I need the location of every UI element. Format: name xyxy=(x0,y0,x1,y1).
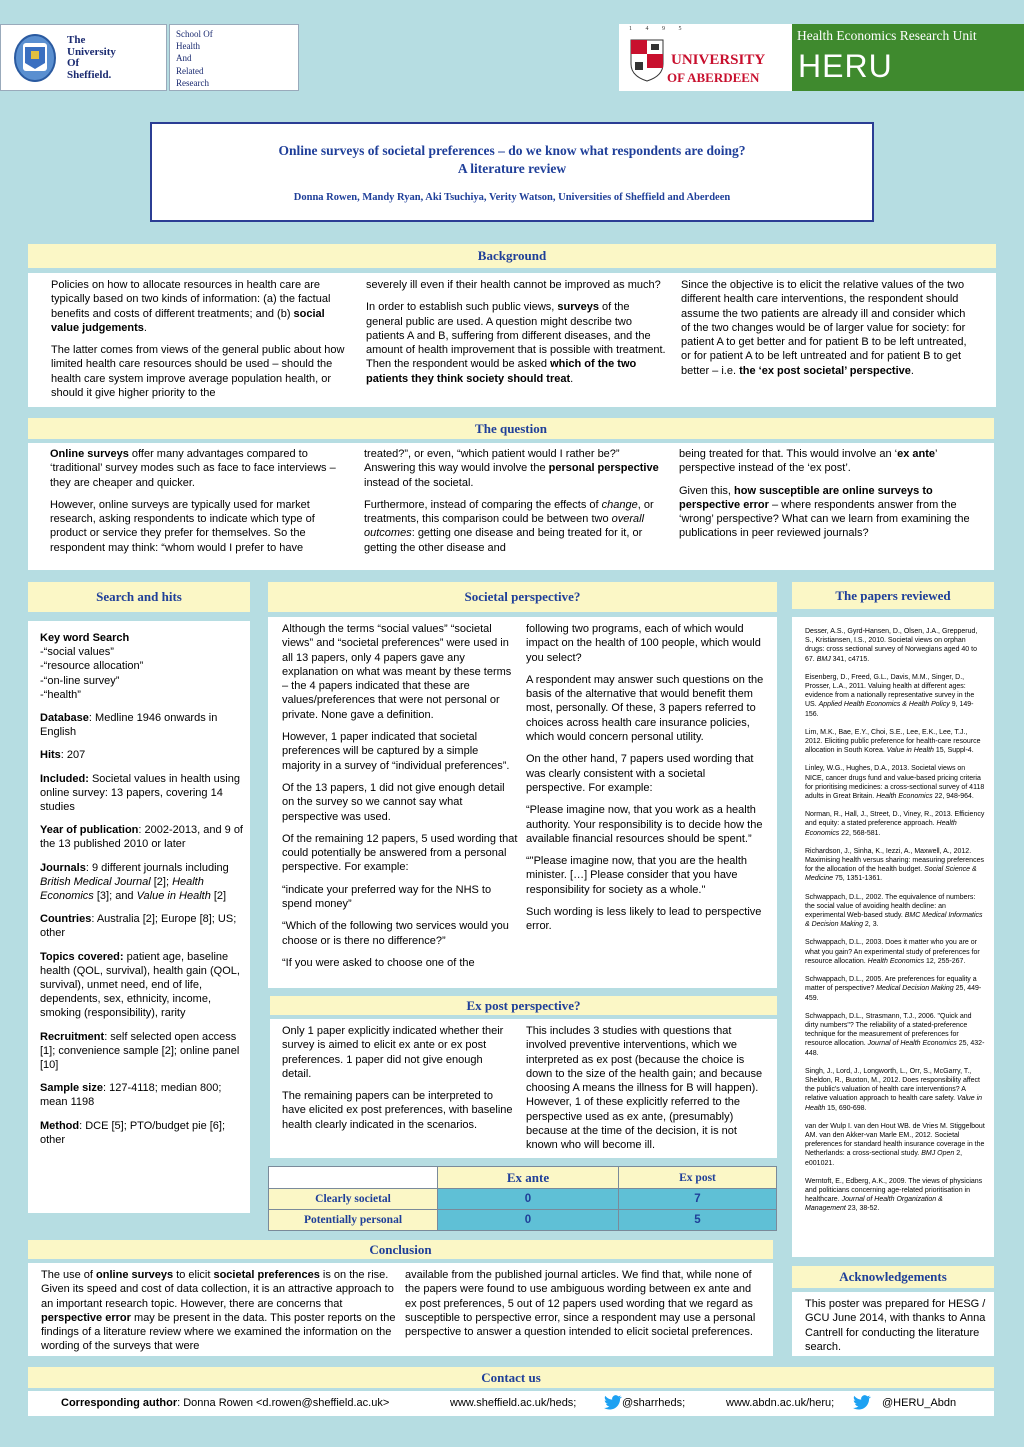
sheffield-text: The xyxy=(67,34,86,46)
reference-item: Richardson, J., Sinha, K., Iezzi, A., Maxwell, A., 2012. Maximising health versus sharing: measuring preferences for the allocation of the health budget. Social Science & Medicine 75, 1351-1361. xyxy=(805,847,984,883)
title-box xyxy=(150,122,874,222)
contact-line xyxy=(61,1397,389,1409)
sheffield-text: Sheffield. xyxy=(67,68,112,81)
background-col2: severely ill even if their health cannot be improved as much? In order to establish such public views, surveys of the general public are used. A question might describe two patients A and B, suffering from different diseases, and the amount of health improvement that is possible with treatment. Then the respondent would be asked which of the two patients they think society should treat. xyxy=(366,279,666,385)
table-header: Ex post xyxy=(619,1167,777,1189)
school-text: And xyxy=(176,53,192,64)
row-label: Clearly societal xyxy=(269,1189,438,1210)
papers-list xyxy=(805,627,985,1223)
reference-item: Lim, M.K., Bae, E.Y., Choi, S.E., Lee, E.K., Lee, T.J., 2012. Eliciting public preference for health-care resource allocation in South Korea. Value in Health 15, Suppl-4. xyxy=(805,728,981,755)
question-col3: being treated for that. This would involve an ‘ex ante’ perspective instead of the ‘ex post’. Given this, how susceptible are online surveys to perspective error – where respondents answer from the ‘wrong’ perspective? What can we learn from examining the publications in peer reviewed journals? xyxy=(679,448,970,540)
societal-col1: Although the terms “social values” “societal views” and “societal preferences” were used in all 13 papers, only 4 papers gave any explanation on what was meant by these terms – the 4 papers indicated that these are values/preferences that were not personal or private. None gave a definition. However, 1 paper indicated that societal preferences will be captured by a simple majority in a survey of “individual preferences”. Of the 13 papers, 1 did not give enough detail on the survey so we cannot say what perspective was used. Of the remaining 12 papers, 5 used wording that could potentially be answered from a personal perspective. For example: “indicate your preferred way for the NHS to spend money” “Which of the following two services would you choose or is there no difference?” “If you were asked to choose one of the xyxy=(282,623,518,969)
contact-web2[interactable]: www.abdn.ac.uk/heru; xyxy=(726,1397,835,1409)
reference-item: Linley, W.G., Hughes, D.A., 2013. Societal views on NICE, cancer drugs fund and value-based pricing criteria for prioritising medicines: a cross-sectional survey of 4118 adults in Great Britain. Health Economics 22, 948-964. xyxy=(805,765,985,801)
sheffield-crest-icon xyxy=(13,33,57,83)
contact-web1[interactable]: www.sheffield.ac.uk/heds; xyxy=(450,1397,577,1409)
contact-twitter2[interactable]: @HERU_Abdn xyxy=(882,1397,957,1409)
table-corner xyxy=(269,1167,438,1189)
authors: Donna Rowen, Mandy Ryan, Aki Tsuchiya, Verity Watson, Universities of Sheffield and Aberdeen xyxy=(293,192,731,203)
keyword-item: -“social values” xyxy=(40,646,114,659)
twitter-bird-icon xyxy=(604,1395,622,1410)
expost-col1: Only 1 paper explicitly indicated whether their survey is aimed to elicit ex ante or ex post preferences. 1 paper did not give enough detail. The remaining papers can be interpreted to have elicited ex post preferences, with baseline health clearly indicated in the scenarios. xyxy=(282,1025,513,1131)
question-col2: treated?”, or even, “which patient would I rather be?” Answering this way would involve the personal perspective instead of the societal. Furthermore, instead of comparing the effects of change, or treatments, this comparison could be between two overall outcomes: getting one disease and being treated for it, or getting the other disease and xyxy=(364,448,659,554)
cell-value: 0 xyxy=(438,1210,619,1231)
expost-col2: This includes 3 studies with questions that involved preventive interventions, which we interpreted as ex post (because the choice is down to the size of the health gain; and because choosing A means the illness for B will happen). However, 1 of these explicitly referred to the perspective used as ex ante, (presumably) because at the time of the decision, it is not known who will become ill. xyxy=(526,1025,763,1152)
societal-col2: following two programs, each of which would impact on the health of 100 people, which would you select? A respondent may answer such questions on the basis of the alternative that would benefit them most, personally. Of these, 3 papers referred to choices across health care insurance policies, which would concern personal utility. On the other hand, 7 papers used wording that was clearly consistent with a societal perspective. For example: “Please imagine now, that you work as a health authority. Your responsibility is to decide how the available financial resources should be spent.” “"Please imagine now, that you are the health minister. […] Please consider that you have responsibility for society as a whole." Such wording is less likely to lead to perspective error. xyxy=(526,623,764,933)
heru-title: Health Economics Research Unit xyxy=(797,28,977,43)
table-row xyxy=(269,1210,777,1231)
aberdeen-text: OF ABERDEEN xyxy=(667,70,760,85)
sheffield-logo-box xyxy=(0,24,167,91)
heru-logo: HERU xyxy=(798,48,893,84)
results-table xyxy=(268,1166,777,1231)
cell-value: 0 xyxy=(438,1189,619,1210)
school-text: Health xyxy=(176,41,200,52)
reference-item: Singh, J., Lord, J., Longworth, L., Orr, S., McGarry, T., Sheldon, R., Buxton, M., 2012. Does responsibility affect the public's valuation of health care interventions? A relative valuation approach to health care safety. Value in Health 15, 690-698. xyxy=(805,1067,983,1112)
reference-item: Schwappach, D.L., 2002. The equivalence of numbers: the social value of avoiding health decline: an experimental Web-based study. BMC Medical Informatics & Decision Making 2, 3. xyxy=(805,893,983,929)
aberdeen-crest-icon xyxy=(629,38,665,82)
aberdeen-logo-box xyxy=(619,24,792,91)
reference-item: Norman, R., Hall, J., Street, D., Viney, R., 2013. Efficiency and equity: a stated preference approach. Health Economics 22, 568-581. xyxy=(805,811,985,837)
row-label: Potentially personal xyxy=(269,1210,438,1231)
background-col3: Since the objective is to elicit the relative values of the two different health care interventions, the respondent should assume the two patients are already ill and consider which of the two changes would be of larger value for society: for patient A to get better and for patient B to be left untreated, or for patient A to be left untreated and for patient B to get better – i.e. the ‘ex post societal’ perspective. xyxy=(681,279,967,377)
background-col1: Policies on how to allocate resources in health care are typically based on two kinds of information: (a) the factual benefits and costs of different treatments; and (b) social value judgements. The latter comes from views of the general public about how limited health care resources should be used – should the health care system improve average population health, or should it give higher priority to the xyxy=(51,279,345,400)
heading-search: Search and hits xyxy=(28,582,250,612)
keyword-item: -“on-line survey” xyxy=(40,674,120,687)
contact-author: : Donna Rowen <d.rowen@sheffield.ac.uk> xyxy=(177,1397,390,1409)
school-text: School Of xyxy=(176,29,213,39)
contact-label: Corresponding author xyxy=(61,1397,178,1409)
keyword-item: -“health” xyxy=(40,688,81,701)
ack-text: This poster was prepared for HESG / GCU June 2014, with thanks to Anna Cantrell for conducting the literature search. xyxy=(805,1298,986,1353)
school-text: Related xyxy=(176,65,204,76)
reference-item: Werntoft, E., Edberg, A.K., 2009. The views of physicians and politicians concerning age-related prioritisation in healthcare. Journal of Health Organization & Management 23, 38-52. xyxy=(805,1177,983,1213)
reference-item: van der Wulp I. van den Hout WB. de Vries M. Stiggelbout AM. van den Akker-van Marle EM., 2012. Societal preferences for standard health insurance coverage in the Netherlands: a cross-sectional study. BMJ Open 2, e001021. xyxy=(805,1122,985,1167)
heading-ack: Acknowledgements xyxy=(792,1266,994,1288)
sheffield-text: University xyxy=(67,45,116,58)
contact-twitter1[interactable]: @sharrheds; xyxy=(622,1397,686,1409)
keyword-label: Key word Search xyxy=(40,632,130,644)
poster-title: Online surveys of societal preferences – do we know what respondents are doing? xyxy=(278,143,746,158)
sheffield-text: Of xyxy=(67,57,80,69)
conclusion-col2: available from the published journal articles. We find that, while none of the papers were found to use ambiguous wording between ex ante and ex post preferences, 5 out of 12 papers used wording that we regard as susceptible to perspective error, since a respondent may use a personal perspective to answer a question intended to elicit societal preferences. xyxy=(405,1269,756,1339)
reference-item: Schwappach, D.L., Strasmann, T.J., 2006. "Quick and dirty numbers"? The reliability of a stated-preference technique for the measurement of preferences for resource allocation. Journal of Health Economics 25, 432-448. xyxy=(805,1012,985,1057)
cell-value: 5 xyxy=(619,1210,777,1231)
keyword-item: -“resource allocation” xyxy=(40,660,144,673)
heading-question: The question xyxy=(28,418,994,439)
search-col: Key word Search -“social values” -“resource allocation” -“on-line survey” -“health” Database: Medline 1946 onwards in English Hits: 207 Included: Societal values in health using online survey: 13 papers, covering 14 studies Year of publication: 2002-2013, and 9 of the 13 published 2010 or later Journals: 9 different journals including British Medical Journal [2]; Health Economics [3]; and Value in Health [2] Countries: Australia [2]; Europe [8]; US; other Topics covered: patient age, baseline health (QOL, survival), health gain (QOL, survival), unmet need, end of life, dependents, sex, ethnicity, income, smoking (responsibility), rarity Recruitment: self selected open access [1]; convenience sample [2]; online panel [10] Sample size: 127-4118; median 800; mean 1198 Method: DCE [5]; PTO/budget pie [6]; other xyxy=(40,632,243,1146)
heading-contact: Contact us xyxy=(28,1367,994,1388)
table-header: Ex ante xyxy=(438,1167,619,1189)
school-box xyxy=(169,24,299,91)
cell-value: 7 xyxy=(619,1189,777,1210)
reference-item: Eisenberg, D., Freed, G.L., Davis, M.M., Singer, D., Prosser, L.A., 2011. Valuing health at different ages: evidence from a nationally representative survey in the US. Applied Health Economics & Health Policy 9, 149-156. xyxy=(805,673,975,718)
school-text: Research xyxy=(176,77,209,88)
poster-subtitle: A literature review xyxy=(457,161,567,176)
heru-logo-box xyxy=(792,24,1024,91)
twitter-bird-icon xyxy=(853,1395,871,1410)
aberdeen-text: UNIVERSITY xyxy=(671,52,766,68)
reference-item: Desser, A.S., Gyrd-Hansen, D., Olsen, J.A., Grepperud, S., Kristiansen, I.S., 2010. Societal views on orphan drugs: cross sectional survey of Norwegians aged 40 to 67. BMJ 341, c4715. xyxy=(805,628,978,663)
aberdeen-years: 1 4 9 5 xyxy=(629,26,688,32)
table-row xyxy=(269,1189,777,1210)
heading-background: Background xyxy=(28,244,996,268)
reference-item: Schwappach, D.L., 2003. Does it matter who you are or what you gain? An experimental study of preferences for resource allocation. Health Economics 12, 255-267. xyxy=(805,939,980,965)
heading-societal: Societal perspective? xyxy=(268,582,777,612)
reference-item: Schwappach, D.L., 2005. Are preferences for equality a matter of perspective? Medical Decision Making 25, 449-459. xyxy=(805,976,982,1002)
conclusion-col1: The use of online surveys to elicit societal preferences is on the rise. Given its speed and cost of data collection, it is an attractive approach to an important research topic. However, there are concerns that perspective error may be present in the data. This poster reports on the findings of a literature review where we examined the information on the wording of the surveys that were xyxy=(41,1269,396,1353)
heading-expost: Ex post perspective? xyxy=(270,996,777,1015)
heading-conclusion: Conclusion xyxy=(28,1240,773,1259)
question-col1: Online surveys offer many advantages compared to ‘traditional’ survey modes such as face to face interviews – they are cheaper and quicker. However, online surveys are typically used for market research, asking respondents to indicate which type of product or service they prefer for themselves. So the respondent may think: “whom would I prefer to have xyxy=(50,448,336,554)
heading-papers: The papers reviewed xyxy=(792,582,994,609)
